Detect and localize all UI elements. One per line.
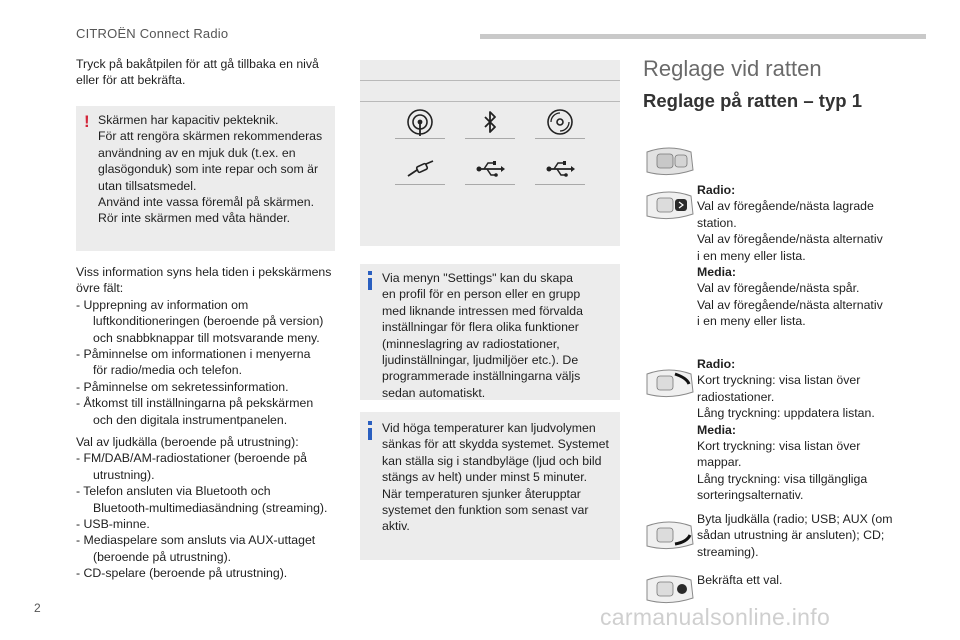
list-item: - Telefon ansluten via Bluetooth och Bluetooth-multimediasändning (streaming). (76, 484, 328, 515)
list-item: - Upprepning av information om luftkonditioneringen (beroende på version) och snabbknappar till motsvarande meny. (76, 297, 324, 345)
list-item: - CD-spelare (beroende på utrustning). (76, 566, 288, 581)
list-item: - Åtkomst till inställningarna på pekskärmen och den digitala instrumentpanelen. (76, 396, 314, 427)
intro-paragraph (76, 56, 346, 89)
running-header: CITROËN Connect Radio (76, 26, 229, 41)
warning-line: Rör inte skärmen med våta händer. (98, 211, 291, 226)
steering-control-confirm-icon (643, 574, 695, 606)
list-item: - FM/DAB/AM-radiostationer (beroende på utrustning). (76, 451, 308, 482)
info-icon (368, 421, 372, 425)
intro-line: Tryck på bakåtpilen för att gå tillbaka en nivå (76, 57, 319, 71)
screen-illustration (360, 60, 620, 246)
info-lead-line: Viss information syns hela tiden i pekskärmens (76, 265, 332, 279)
warning-line: För att rengöra skärmen rekommenderas (98, 129, 323, 144)
info-icon (368, 271, 372, 275)
control-description-seek: Radio: Val av föregående/nästa lagrade station. Val av föregående/nästa alternativ i en meny eller lista. Media: Val av föregående/nästa spår. Val av föregående/nästa alternativ i en meny eller lista. (697, 183, 883, 329)
warning-line: utan tillsatsmedel. (98, 178, 197, 193)
source-paragraph (76, 434, 346, 582)
steering-control-list-icon (643, 368, 695, 400)
control-description-source: Byta ljudkälla (radio; USB; AUX (om sådan utrustning är ansluten); CD; streaming). (697, 512, 893, 559)
info-box-settings (360, 264, 620, 400)
usb-icon (545, 154, 575, 184)
warning-line: Använd inte vassa föremål på skärmen. (98, 195, 314, 210)
source-lead: Val av ljudkälla (beroende på utrustning): (76, 435, 299, 449)
header-rule (480, 34, 926, 39)
list-item: - Påminnelse om sekretessinformation. (76, 379, 289, 394)
info-paragraph (76, 264, 346, 428)
watermark: carmanualsonline.info (600, 604, 831, 630)
control-description-list: Radio: Kort tryckning: visa listan över radiostationer. Lång tryckning: uppdatera listan. Media: Kort tryckning: visa listan över mappar. Lång tryckning: visa tillgängliga sorteringsalternativ. (697, 357, 875, 503)
steering-control-seek-icon (643, 190, 695, 222)
control-description-confirm: Bekräfta ett val. (697, 573, 783, 587)
intro-line: eller för att bekräfta. (76, 73, 186, 88)
warning-text (98, 112, 322, 227)
page-number: 2 (34, 601, 41, 615)
list-item: - Mediaspelare som ansluts via AUX-uttaget (beroende på utrustning). (76, 533, 316, 564)
bluetooth-icon (475, 108, 505, 138)
list-item: - Påminnelse om informationen i menyerna för radio/media och telefon. (76, 347, 311, 378)
info-box-temperature (360, 412, 620, 560)
section-heading: Reglage vid ratten (643, 56, 822, 81)
warning-line: glasögonduk) som inte repar och som är (98, 162, 319, 177)
info-text: Via menyn "Settings" kan du skapa en profil för en person eller en grupp med liknande intressen med förvalda inställningar för flera olika funktioner (minneslagring av radiostationer, ljudinställningar, ljudmiljöer etc.). De programmerade inställningarna väljs sedan automatiskt. (382, 271, 583, 400)
section-subheading: Reglage på ratten – typ 1 (643, 90, 862, 111)
warning-line: användning av en mjuk duk (t.ex. en (98, 145, 296, 160)
aux-icon (405, 154, 435, 184)
cd-icon (545, 108, 575, 138)
radio-icon (405, 108, 435, 138)
info-lead-line: övre fält: (76, 281, 124, 296)
warning-box (76, 106, 335, 251)
warning-line: Skärmen har kapacitiv pekteknik. (98, 113, 279, 127)
list-item: - USB-minne. (76, 517, 150, 532)
steering-control-icon (643, 146, 695, 178)
usb-icon (475, 154, 505, 184)
warning-icon: ! (84, 112, 90, 131)
info-text: Vid höga temperaturer kan ljudvolymen sänkas för att skydda systemet. Systemet kan ställa sig i standbyläge (ljud och bild stängs av helt) under minst 5 minuter. När temperaturen sjunker återupptar systemet den funktion som senast var aktiv. (382, 421, 609, 534)
steering-control-source-icon (643, 520, 695, 552)
